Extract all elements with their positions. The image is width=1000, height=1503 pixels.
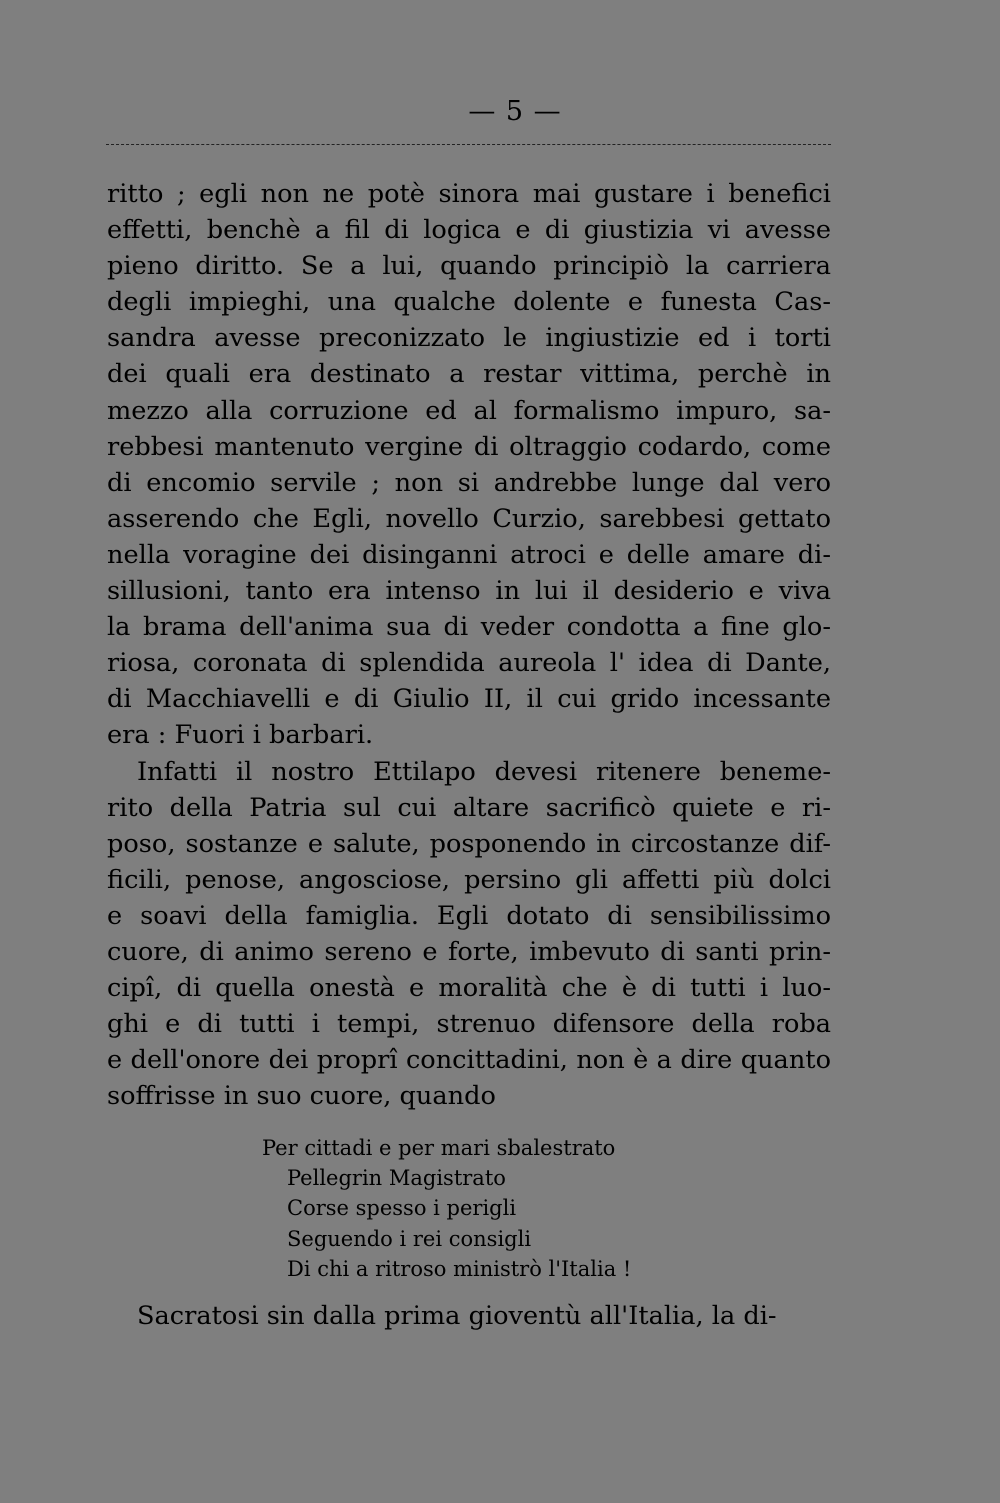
text-line: la brama dell'anima sua di veder condotta a fine glo- [107, 612, 831, 643]
poem-verse: Per cittadi e per mari sbalestrato [262, 1136, 616, 1160]
text-line: poso, sostanze e salute, posponendo in circostanze dif- [107, 828, 831, 859]
text-line: Infatti il nostro Ettilapo devesi ritenere beneme- [137, 756, 831, 787]
text-line: cipî, di quella onestà e moralità che è di tutti i luo- [107, 973, 831, 1004]
text-line: di encomio servile ; non si andrebbe lunge dal vero [107, 467, 831, 498]
text-line: e soavi della famiglia. Egli dotato di sensibilissimo [107, 900, 831, 931]
text-line: cuore, di animo sereno e forte, imbevuto di santi prin- [107, 936, 831, 967]
poem-verse: Pellegrin Magistrato [287, 1166, 506, 1191]
text-line: sandra avesse preconizzato le ingiustizie ed i torti [107, 323, 831, 354]
poem-verse: Seguendo i rei consigli [287, 1226, 532, 1251]
text-line: ritto ; egli non ne potè sinora mai gustare i benefici [107, 179, 831, 209]
text-line: riosa, coronata di splendida aureola l' idea di Dante, [107, 648, 831, 679]
poem-verse: Di chi a ritroso ministrò l'Italia ! [287, 1256, 632, 1281]
text-line: degli impieghi, una qualche dolente e funesta Cas- [107, 287, 831, 318]
page-number: — 5 — [468, 96, 562, 127]
body-text [107, 176, 831, 1114]
text-line: effetti, benchè a fil di logica e di giustizia vi avesse [107, 215, 831, 246]
text-line: ghi e di tutti i tempi, strenuo difensore della roba [107, 1009, 831, 1040]
text-line: nella voragine dei disinganni atroci e delle amare di- [107, 539, 831, 570]
text-line: pieno diritto. Se a lui, quando principiò la carriera [107, 251, 831, 282]
header-rule [106, 144, 831, 145]
text-line: e dell'onore dei proprî concittadini, non è a dire quanto [107, 1045, 831, 1076]
text-line: di Macchiavelli e di Giulio II, il cui grido incessante [107, 684, 831, 715]
text-line: ficili, penose, angosciose, persino gli affetti più dolci [107, 864, 831, 895]
poem-quote [262, 1133, 631, 1284]
text-line: rito della Patria sul cui altare sacrificò quiete e ri- [107, 792, 831, 823]
text-line: sillusioni, tanto era intenso in lui il desiderio e viva [107, 576, 831, 607]
text-line: mezzo alla corruzione ed al formalismo impuro, sa- [107, 395, 831, 426]
text-line: asserendo che Egli, novello Curzio, sarebbesi gettato [107, 503, 831, 534]
text-line: soffrisse in suo cuore, quando [107, 1081, 496, 1112]
text-line: dei quali era destinato a restar vittima, perchè in [107, 359, 831, 390]
text-line: era : Fuori i barbari. [107, 720, 374, 751]
closing-line: Sacratosi sin dalla prima gioventù all'Italia, la di- [137, 1301, 777, 1331]
poem-verse: Corse spesso i perigli [287, 1196, 517, 1221]
text-line: rebbesi mantenuto vergine di oltraggio codardo, come [107, 431, 831, 462]
